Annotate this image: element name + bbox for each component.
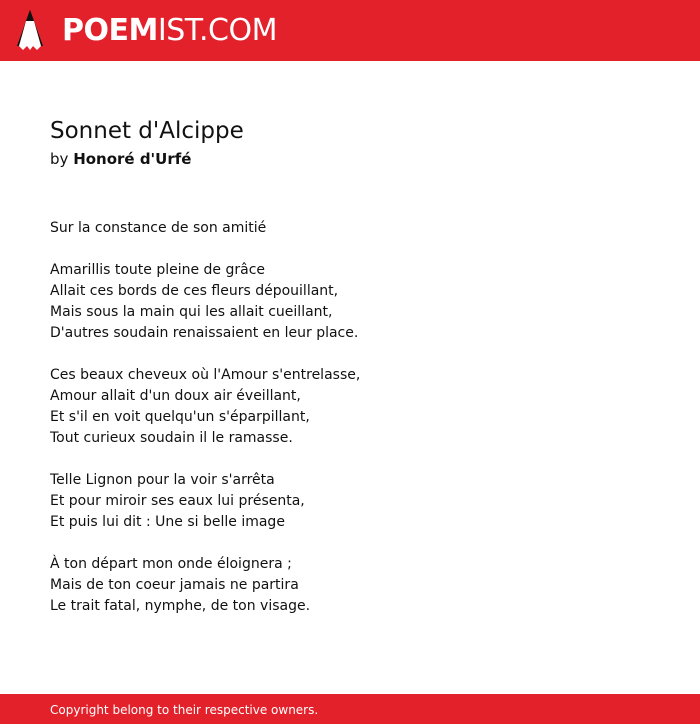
copyright-text: Copyright belong to their respective owners. (50, 703, 319, 717)
logo-bold-text: POEM (62, 13, 158, 48)
poem-line: Amarillis toute pleine de grâce (50, 262, 266, 278)
logo-light-text: IST.COM (157, 13, 277, 48)
poem-byline (50, 148, 660, 170)
poem-line: Mais sous la main qui les allait cueillant, (50, 304, 333, 320)
poem-line: Telle Lignon pour la voir s'arrêta (50, 472, 275, 488)
site-logo[interactable] (62, 11, 277, 51)
poem-line: D'autres soudain renaissaient en leur place. (50, 325, 359, 341)
poem-line: Sur la constance de son amitié (50, 220, 267, 236)
by-label: by (50, 150, 69, 168)
poem-line: Et s'il en voit quelqu'un s'éparpillant, (50, 409, 310, 425)
poem-line: Amour allait d'un doux air éveillant, (50, 388, 301, 404)
poem-line: Le trait fatal, nymphe, de ton visage. (50, 598, 311, 614)
stanza-break (50, 533, 660, 554)
stanza-break (50, 239, 660, 260)
poem-line: Ces beaux cheveux où l'Amour s'entrelasse, (50, 367, 361, 383)
stanza-break (50, 344, 660, 365)
poem-line: À ton départ mon onde éloignera ; (50, 556, 292, 572)
poem-line: Mais de ton coeur jamais ne partira (50, 577, 299, 593)
poem-line: Et puis lui dit : Une si belle image (50, 514, 285, 530)
poem-title: Sonnet d'Alcippe (50, 118, 244, 144)
site-header (0, 0, 700, 61)
poem-body (50, 218, 660, 617)
poem-line: Et pour miroir ses eaux lui présenta, (50, 493, 305, 509)
poem-line: Allait ces bords de ces fleurs dépouillant, (50, 283, 339, 299)
poem-content (50, 114, 660, 617)
poem-author: Honoré d'Urfé (73, 150, 192, 168)
pencil-tip-icon[interactable] (17, 10, 43, 52)
stanza-break (50, 449, 660, 470)
poem-line: Tout curieux soudain il le ramasse. (50, 430, 293, 446)
site-footer (0, 694, 700, 724)
